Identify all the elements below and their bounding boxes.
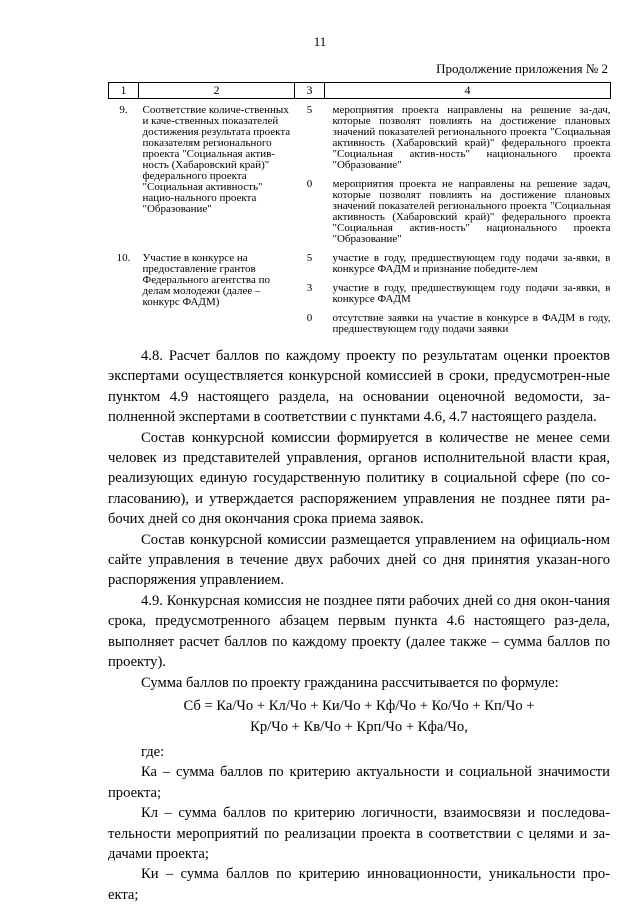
- formula-line-1: Сб = Ка/Чо + Кл/Чо + Ки/Чо + Кф/Чо + Ко/Чо + Кп/Чо +: [183, 697, 535, 714]
- table-row: [109, 99, 611, 180]
- row-number: 10.: [116, 252, 131, 264]
- points-cell: 3: [306, 282, 313, 294]
- where-label: где:: [141, 743, 165, 760]
- paragraph-4-8: 4.8. Расчет баллов по каждому проекту по результатам оценки проектов экспертами осуществляется конкурсной комиссией в сроки, предусмотрен-ные пунктом 4.9 настоящего раздела, на основании оценочной ведомости, за-полненной экспертами в соответствии с пунктами 4.6, 4.7 настоящего раздела.: [108, 348, 610, 426]
- description-cell: участие в году, предшествующем году подачи за-явки, в конкурсе ФАДМ: [332, 282, 611, 305]
- description-cell: участие в году, предшествующем году подачи за-явки, в конкурсе ФАДМ и признание победите-лем: [332, 252, 611, 275]
- paragraph-formula-intro: Сумма баллов по проекту гражданина рассчитывается по формуле:: [141, 674, 559, 691]
- points-cell: 5: [306, 252, 313, 264]
- points-cell: 0: [306, 312, 313, 324]
- page-number: 11: [313, 34, 327, 49]
- table-header-cell: 4: [325, 83, 611, 99]
- formula-line-2: Кр/Чо + Кв/Чо + Крп/Чо + Кфа/Чо,: [250, 718, 468, 735]
- criteria-table: [108, 82, 611, 343]
- definition-ki: Ки – сумма баллов по критерию инновационности, уникальности про-екта;: [108, 866, 610, 903]
- paragraph-commission-composition: Состав конкурсной комиссии формируется в количестве не менее семи человек из представителей управления, органов исполнительной власти края, реализующих единую государственную политику в социальной сфере (по со-гласованию), и утверждается распоряжением управления не позднее пяти ра-бочих дней со дня окончания срока приема заявок.: [108, 429, 610, 528]
- criterion-cell: Соответствие количе-ственных и каче-ственных показателей достижения результата проекта показателям регионального проекта "Социальная актив-ность (Хабаровский край)" федерального проекта "Социальная активность" нацио-нального проекта "Образование": [142, 104, 291, 215]
- points-cell: 0: [306, 178, 313, 190]
- table-header-cell: 3: [295, 83, 325, 99]
- row-number: 9.: [119, 104, 128, 116]
- paragraph-4-9: 4.9. Конкурсная комиссия не позднее пяти рабочих дней со дня окон-чания срока, предусмотренного абзацем первым пункта 4.6 настоящего раз-дела, выполняет расчет баллов по каждому проекту (далее также – сумма баллов по проекту).: [108, 592, 610, 671]
- description-cell: мероприятия проекта направлены на решение за-дач, которые позволят повлиять на достижение плановых значений показателей регионального проекта "Социальная активность (Хабаровский край)" федерального проекта "Социальная актив-ность" национального проекта "Образование": [332, 104, 611, 171]
- appendix-continuation-note: Продолжение приложения № 2: [436, 61, 608, 76]
- definition-kl: Кл – сумма баллов по критерию логичности, взаимосвязи и последова-тельности мероприятий по реализации проекта в соответствии с целями и за-дачами проекта;: [108, 805, 610, 862]
- score-formula: [108, 696, 610, 738]
- definition-ka: Ка – сумма баллов по критерию актуальности и социальной значимости проекта;: [108, 764, 610, 801]
- table-row: [109, 253, 611, 283]
- paragraph-commission-publication: Состав конкурсной комиссии размещается управлением на официаль-ном сайте управления в течение двух рабочих дней со дня принятия указан-ного распоряжения управлением.: [108, 531, 610, 589]
- table-header-cell: 1: [109, 83, 139, 99]
- table-header-row: [109, 83, 611, 99]
- points-cell: 5: [306, 104, 313, 116]
- table-header-cell: 2: [139, 83, 295, 99]
- document-body: [108, 346, 610, 905]
- description-cell: мероприятия проекта не направлены на решение задач, которые позволят повлиять на достижение плановых значений показателей регионального проекта "Социальная активность (Хабаровский край)" федерального проекта "Социальная актив-ность" национального проекта "Образование": [332, 178, 611, 245]
- criterion-cell: Участие в конкурсе на предоставление грантов Федерального агентства по делам молодежи (далее – конкурс ФАДМ): [142, 252, 270, 308]
- description-cell: отсутствие заявки на участие в конкурсе в ФАДМ в году, предшествующем году подачи заявки: [332, 312, 611, 335]
